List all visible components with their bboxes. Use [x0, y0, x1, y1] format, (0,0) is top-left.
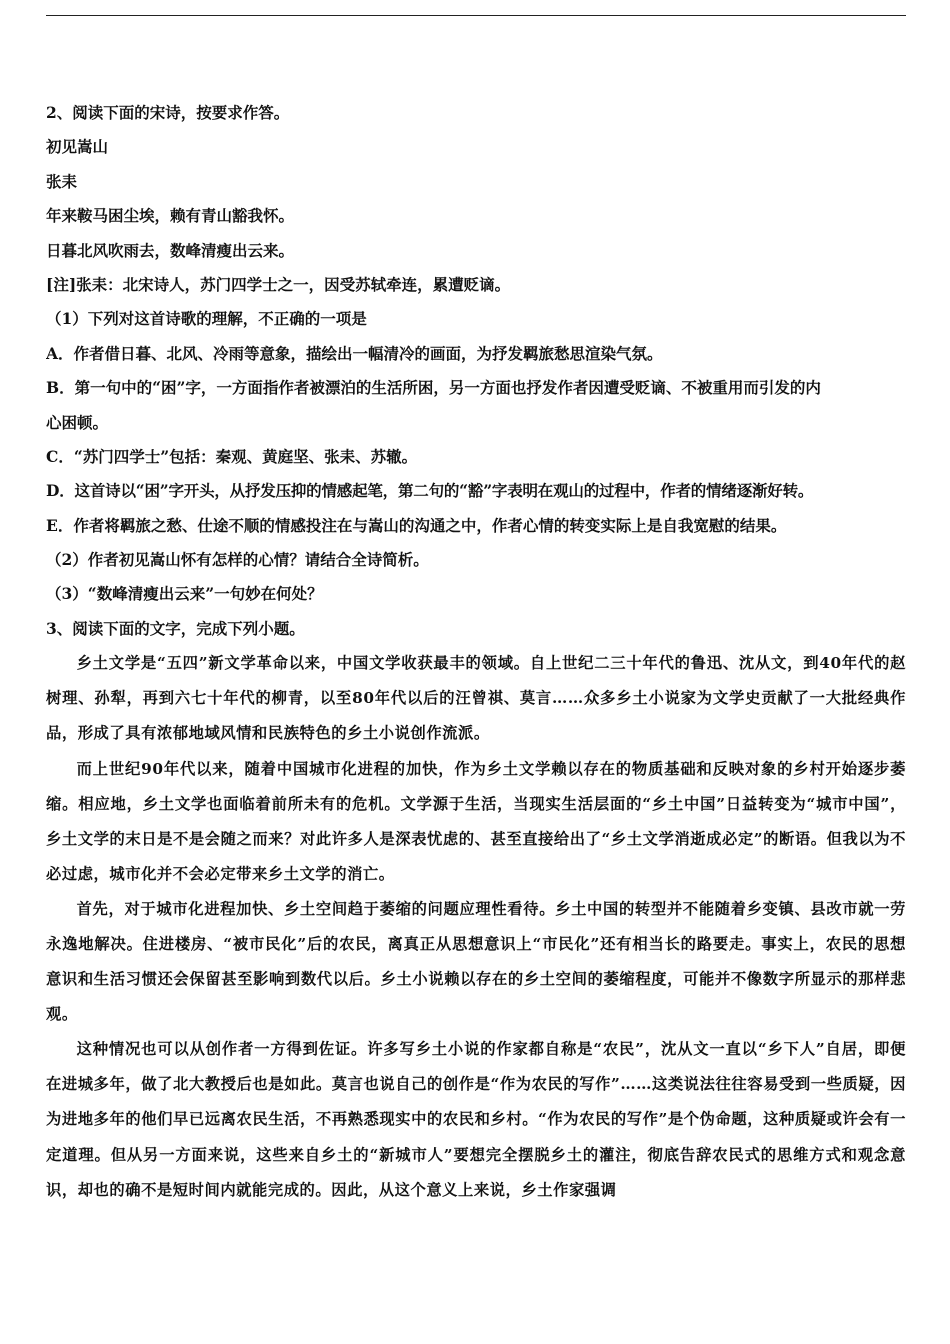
- option-e: E．作者将羁旅之愁、仕途不顺的情感投注在与嵩山的沟通之中，作者心情的转变实际上是自我宽慰的结果。: [46, 515, 787, 535]
- question-2-title: 2、阅读下面的宋诗，按要求作答。: [46, 103, 290, 122]
- poem-note: [注]张耒：北宋诗人，苏门四学士之一，因受苏轼牵连，累遭贬谪。: [46, 274, 511, 294]
- passage-paragraph: 乡土文学是“五四”新文学革命以来，中国文学收获最丰的领域。自上世纪二三十年代的鲁迅、沈从文，到40年代的赵树理、孙犁，再到六七十年代的柳青，以至80年代以后的汪曾祺、莫言……众多乡土小说家为文学史贡献了一大批经典作品，形成了具有浓郁地域风情和民族特色的乡土小说创作流派。: [46, 654, 906, 743]
- sub-question-3: （3）“数峰清瘦出云来”一句妙在何处？: [46, 584, 323, 604]
- poem-line-2: 日暮北风吹雨去，数峰清瘦出云来。: [46, 240, 295, 260]
- passage-paragraph: 首先，对于城市化进程加快、乡土空间趋于萎缩的问题应理性看待。乡土中国的转型并不能随着乡变镇、县改市就一劳永逸地解决。住进楼房、“被市民化”后的农民，离真正从思想意识上“市民化”还有相当长的路要走。事实上，农民的思想意识和生活习惯还会保留甚至影响到数代以后。乡土小说赖以存在的乡土空间的萎缩程度，可能并不像数字所显示的那样悲观。: [46, 899, 906, 1024]
- option-b-line-1: B．第一句中的“困”字，一方面指作者被漂泊的生活所困，另一方面也抒发作者因遭受贬谪、不被重用而引发的内: [46, 378, 821, 398]
- document-body: [46, 96, 906, 1208]
- sub-question-1: （1）下列对这首诗歌的理解，不正确的一项是: [46, 309, 367, 329]
- passage-paragraph: 这种情况也可以从创作者一方得到佐证。许多写乡土小说的作家都自称是“农民”，沈从文一直以“乡下人”自居，即便在进城多年，做了北大教授后也是如此。莫言也说自己的创作是“作为农民的写作”……这类说法往往容易受到一些质疑，因为进地多年的他们早已远离农民生活，不再熟悉现实中的农民和乡村。“作为农民的写作”是个伪命题，这种质疑或许会有一定道理。但从另一方面来说，这些来自乡土的“新城市人”要想完全摆脱乡土的灌注，彻底告辞农民式的思维方式和观念意识，却也的确不是短时间内就能完成的。因此，从这个意义上来说，乡土作家强调: [46, 1040, 906, 1199]
- question-3-title: 3、阅读下面的文字，完成下列小题。: [46, 618, 305, 638]
- sub-question-2: （2）作者初见嵩山怀有怎样的心情？请结合全诗简析。: [46, 550, 429, 570]
- option-a: A．作者借日暮、北风、冷雨等意象，描绘出一幅清冷的画面，为抒发羁旅愁思渲染气氛。: [46, 343, 663, 363]
- passage-paragraph: 而上世纪90年代以来，随着中国城市化进程的加快，作为乡土文学赖以存在的物质基础和反映对象的乡村开始逐步萎缩。相应地，乡土文学也面临着前所未有的危机。文学源于生活，当现实生活层面的“乡土中国”日益转变为“城市中国”，乡土文学的末日是不是会随之而来？对此许多人是深表忧虑的、甚至直接给出了“乡土文学消逝成必定”的断语。但我以为不必过虑，城市化并不会必定带来乡土文学的消亡。: [46, 759, 906, 883]
- option-c: C．“苏门四学士”包括：秦观、黄庭坚、张耒、苏辙。: [46, 446, 418, 466]
- header-rule: [46, 15, 906, 16]
- poem-title: 初见嵩山: [46, 137, 109, 157]
- poem-line-1: 年来鞍马困尘埃，赖有青山豁我怀。: [46, 206, 295, 226]
- option-b-line-2: 心困顿。: [46, 412, 109, 432]
- poem-author: 张耒: [46, 171, 78, 191]
- option-d: D．这首诗以“困”字开头，从抒发压抑的情感起笔，第二句的“豁”字表明在观山的过程中，作者的情绪逐渐好转。: [46, 481, 814, 501]
